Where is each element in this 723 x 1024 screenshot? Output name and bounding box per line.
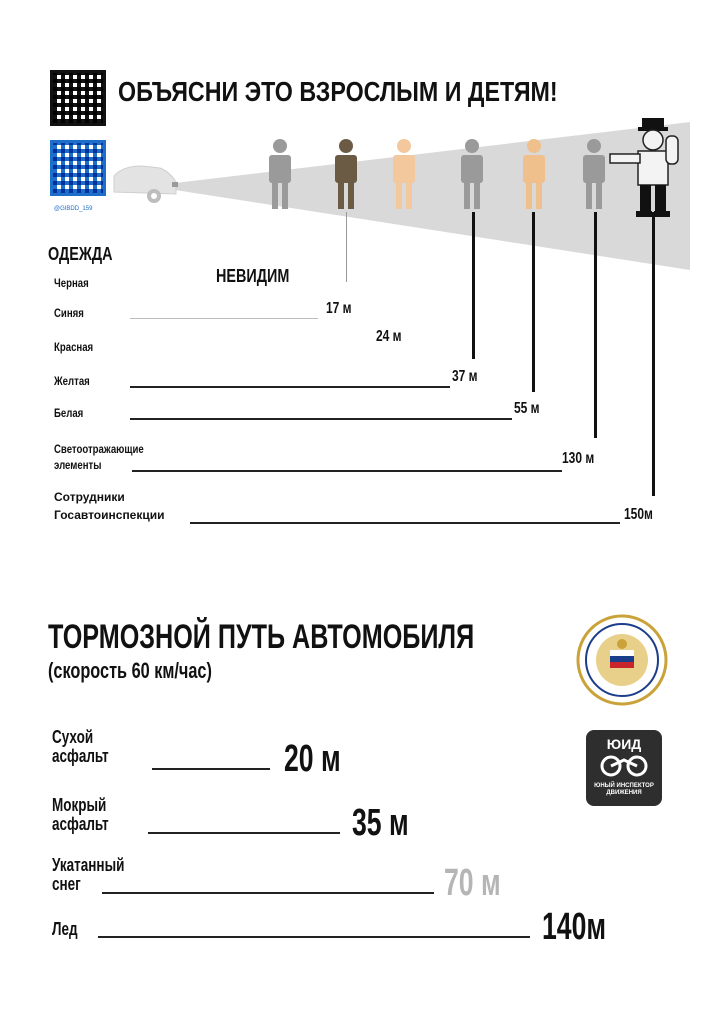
pedestrian-figure-icon: [523, 139, 545, 209]
officer-row-2: Госавтоинспекции: [54, 508, 165, 522]
distance-55: 55 м: [514, 400, 540, 417]
distance-marker-17: [346, 212, 347, 282]
clothing-row-red: Красная: [54, 340, 94, 354]
distance-marker-55: [532, 212, 535, 392]
pedestrian-figure-icon: [269, 139, 291, 209]
brake-row-ice-label: Лед: [52, 919, 78, 939]
clothing-row-white: Белая: [54, 406, 84, 420]
clothing-row-yellow: Желтая: [54, 374, 90, 388]
distance-marker-37: [472, 212, 475, 359]
distance-24: 24 м: [376, 328, 402, 345]
brake-line-snow: [102, 892, 434, 894]
braking-title: ТОРМОЗНОЙ ПУТЬ АВТОМОБИЛЯ: [48, 618, 475, 656]
brake-row-wet-label-1: Мокрый: [52, 795, 107, 815]
brake-value-wet: 35 м: [352, 802, 409, 844]
brake-line-ice: [98, 936, 530, 938]
distance-150: 150м: [624, 506, 653, 523]
clothing-row-reflective-2: элементы: [54, 458, 102, 472]
pedestrian-figure-icon: [335, 139, 357, 209]
brake-line-dry: [152, 768, 270, 770]
brake-value-dry: 20 м: [284, 738, 341, 780]
clothing-row-reflective-1: Светоотражающие: [54, 442, 144, 456]
clothing-section-title: ОДЕЖДА: [48, 244, 113, 264]
brake-row-wet-label-2: асфальт: [52, 814, 109, 834]
yid-badge-title: ЮИД: [606, 736, 642, 752]
clothing-line-blue: [130, 318, 318, 319]
brake-row-dry-label-1: Сухой: [52, 727, 94, 747]
officer-row-1: Сотрудники: [54, 490, 125, 504]
distance-17: 17 м: [326, 300, 352, 317]
pedestrian-figure-icon: [461, 139, 483, 209]
invisible-label: НЕВИДИМ: [216, 266, 290, 286]
brake-row-snow-label-1: Укатанный: [52, 855, 125, 875]
clothing-row-black: Черная: [54, 276, 89, 290]
clothing-line-yellow: [130, 386, 450, 388]
distance-marker-130: [594, 212, 597, 438]
brake-line-wet: [148, 832, 340, 834]
brake-row-snow-label-2: снег: [52, 874, 81, 894]
officer-line: [190, 522, 620, 524]
traffic-police-emblem: [576, 614, 668, 706]
bicycle-icon: [599, 754, 649, 778]
distance-marker-150: [652, 212, 655, 496]
distance-37: 37 м: [452, 368, 478, 385]
brake-value-ice: 140м: [542, 906, 607, 948]
qr-caption: @GIBDD_159: [54, 206, 93, 212]
distance-130: 130 м: [562, 450, 595, 467]
yid-badge-caption: ЮНЫЙ ИНСПЕКТОР ДВИЖЕНИЯ: [594, 783, 654, 796]
page-title: ОБЪЯСНИ ЭТО ВЗРОСЛЫМ И ДЕТЯМ!: [118, 76, 558, 107]
pedestrian-figure-icon: [583, 139, 605, 209]
brake-value-snow: 70 м: [444, 862, 501, 904]
pedestrian-figure-icon: [393, 139, 415, 209]
braking-subtitle: (скорость 60 км/час): [48, 658, 212, 683]
brake-row-dry-label-2: асфальт: [52, 746, 109, 766]
yid-badge: [586, 730, 662, 806]
clothing-line-white: [130, 418, 512, 420]
clothing-row-blue: Синяя: [54, 306, 84, 320]
clothing-line-reflective: [132, 470, 562, 472]
traffic-officer-icon: [608, 116, 688, 221]
